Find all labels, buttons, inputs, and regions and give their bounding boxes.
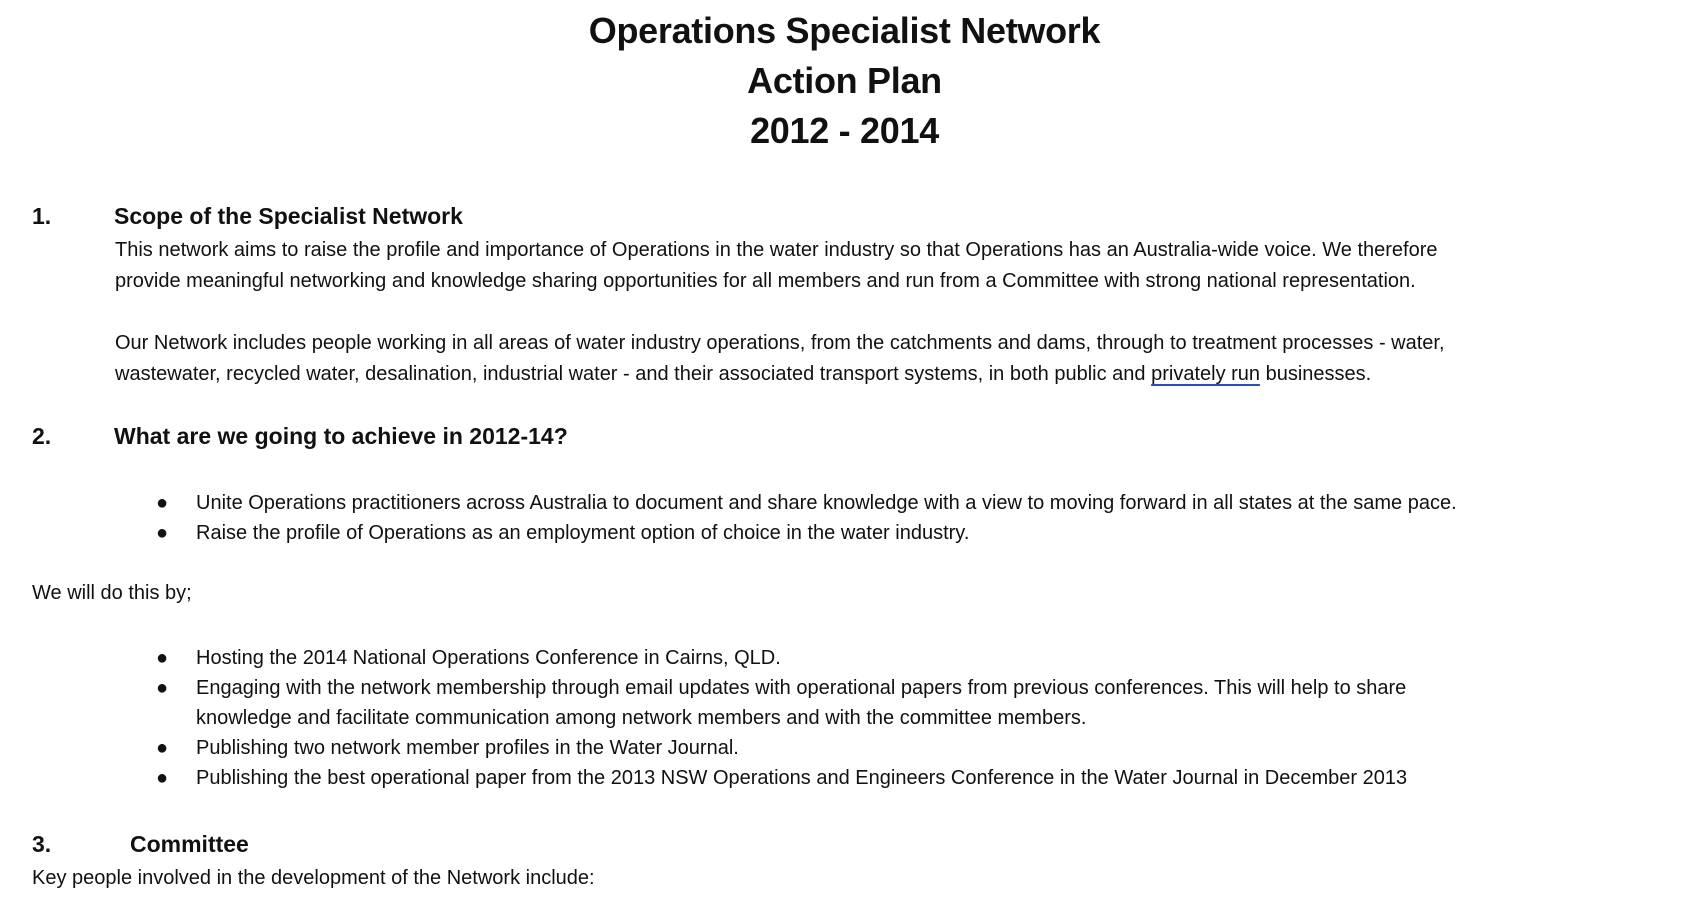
- paragraph-line: This network aims to raise the profile and importance of Operations in the water industry so that Operations has an Australia-wide voice. We therefore: [115, 239, 1438, 261]
- bullet-icon: ●: [156, 522, 169, 544]
- section-1-paragraph-2: [115, 328, 1445, 390]
- section-3-number: 3.: [32, 831, 52, 857]
- section-1-paragraph-1: [115, 235, 1438, 297]
- paragraph-line: [115, 359, 1445, 390]
- section-2-heading: [32, 423, 568, 450]
- section-2-number: 2.: [32, 423, 52, 449]
- section-3-heading: [32, 831, 249, 858]
- list-item-text: Publishing two network member profiles in the Water Journal.: [196, 737, 739, 759]
- section-1-number: 1.: [32, 203, 52, 229]
- paragraph-text: businesses.: [1260, 363, 1372, 385]
- list-item-text: Hosting the 2014 National Operations Conference in Cairns, QLD.: [196, 647, 781, 669]
- goals-list: [0, 488, 1457, 548]
- section-2-title: What are we going to achieve in 2012-14?: [114, 423, 568, 449]
- list-item: [0, 488, 1457, 518]
- bullet-icon: ●: [156, 647, 169, 669]
- section-1-title: Scope of the Specialist Network: [114, 203, 463, 229]
- title-line-1: Operations Specialist Network: [588, 10, 1101, 51]
- document-title: [0, 6, 1689, 156]
- paragraph-line: Our Network includes people working in all areas of water industry operations, from the catchments and dams, through to treatment processes - water,: [115, 332, 1445, 354]
- paragraph-line: provide meaningful networking and knowledge sharing opportunities for all members and run from a Committee with strong national representation.: [115, 270, 1416, 292]
- list-item-text: Raise the profile of Operations as an employment option of choice in the water industry.: [196, 522, 970, 544]
- list-item-text: Unite Operations practitioners across Australia to document and share knowledge with a view to moving forward in all states at the same pace.: [196, 492, 1457, 514]
- bullet-icon: ●: [156, 677, 169, 699]
- title-line-2: Action Plan: [747, 60, 942, 101]
- section-3-text: Key people involved in the development of the Network include:: [32, 867, 595, 889]
- privately-run-flagged-text: privately run: [1151, 363, 1261, 385]
- list-item-text: Publishing the best operational paper from the 2013 NSW Operations and Engineers Conference in the Water Journal in December 2013: [196, 767, 1408, 789]
- list-item-text: Engaging with the network membership through email updates with operational papers from previous conferences. This will help to share: [196, 677, 1407, 699]
- list-item: [0, 733, 1407, 763]
- section-1-heading: [32, 203, 463, 230]
- list-item: [0, 763, 1407, 793]
- bullet-icon: ●: [156, 737, 169, 759]
- list-item: [0, 643, 1407, 673]
- list-item: [0, 518, 1457, 548]
- actions-intro: We will do this by;: [32, 582, 192, 604]
- bullet-icon: ●: [156, 492, 169, 514]
- section-3-title: Committee: [130, 831, 249, 857]
- list-item: [0, 673, 1407, 733]
- actions-list: [0, 643, 1407, 793]
- list-item-text: knowledge and facilitate communication among network members and with the committee members.: [196, 707, 1087, 729]
- paragraph-text: wastewater, recycled water, desalination, industrial water - and their associated transport systems, in both public and: [115, 363, 1152, 385]
- title-line-3: 2012 - 2014: [750, 110, 939, 151]
- bullet-icon: ●: [156, 767, 169, 789]
